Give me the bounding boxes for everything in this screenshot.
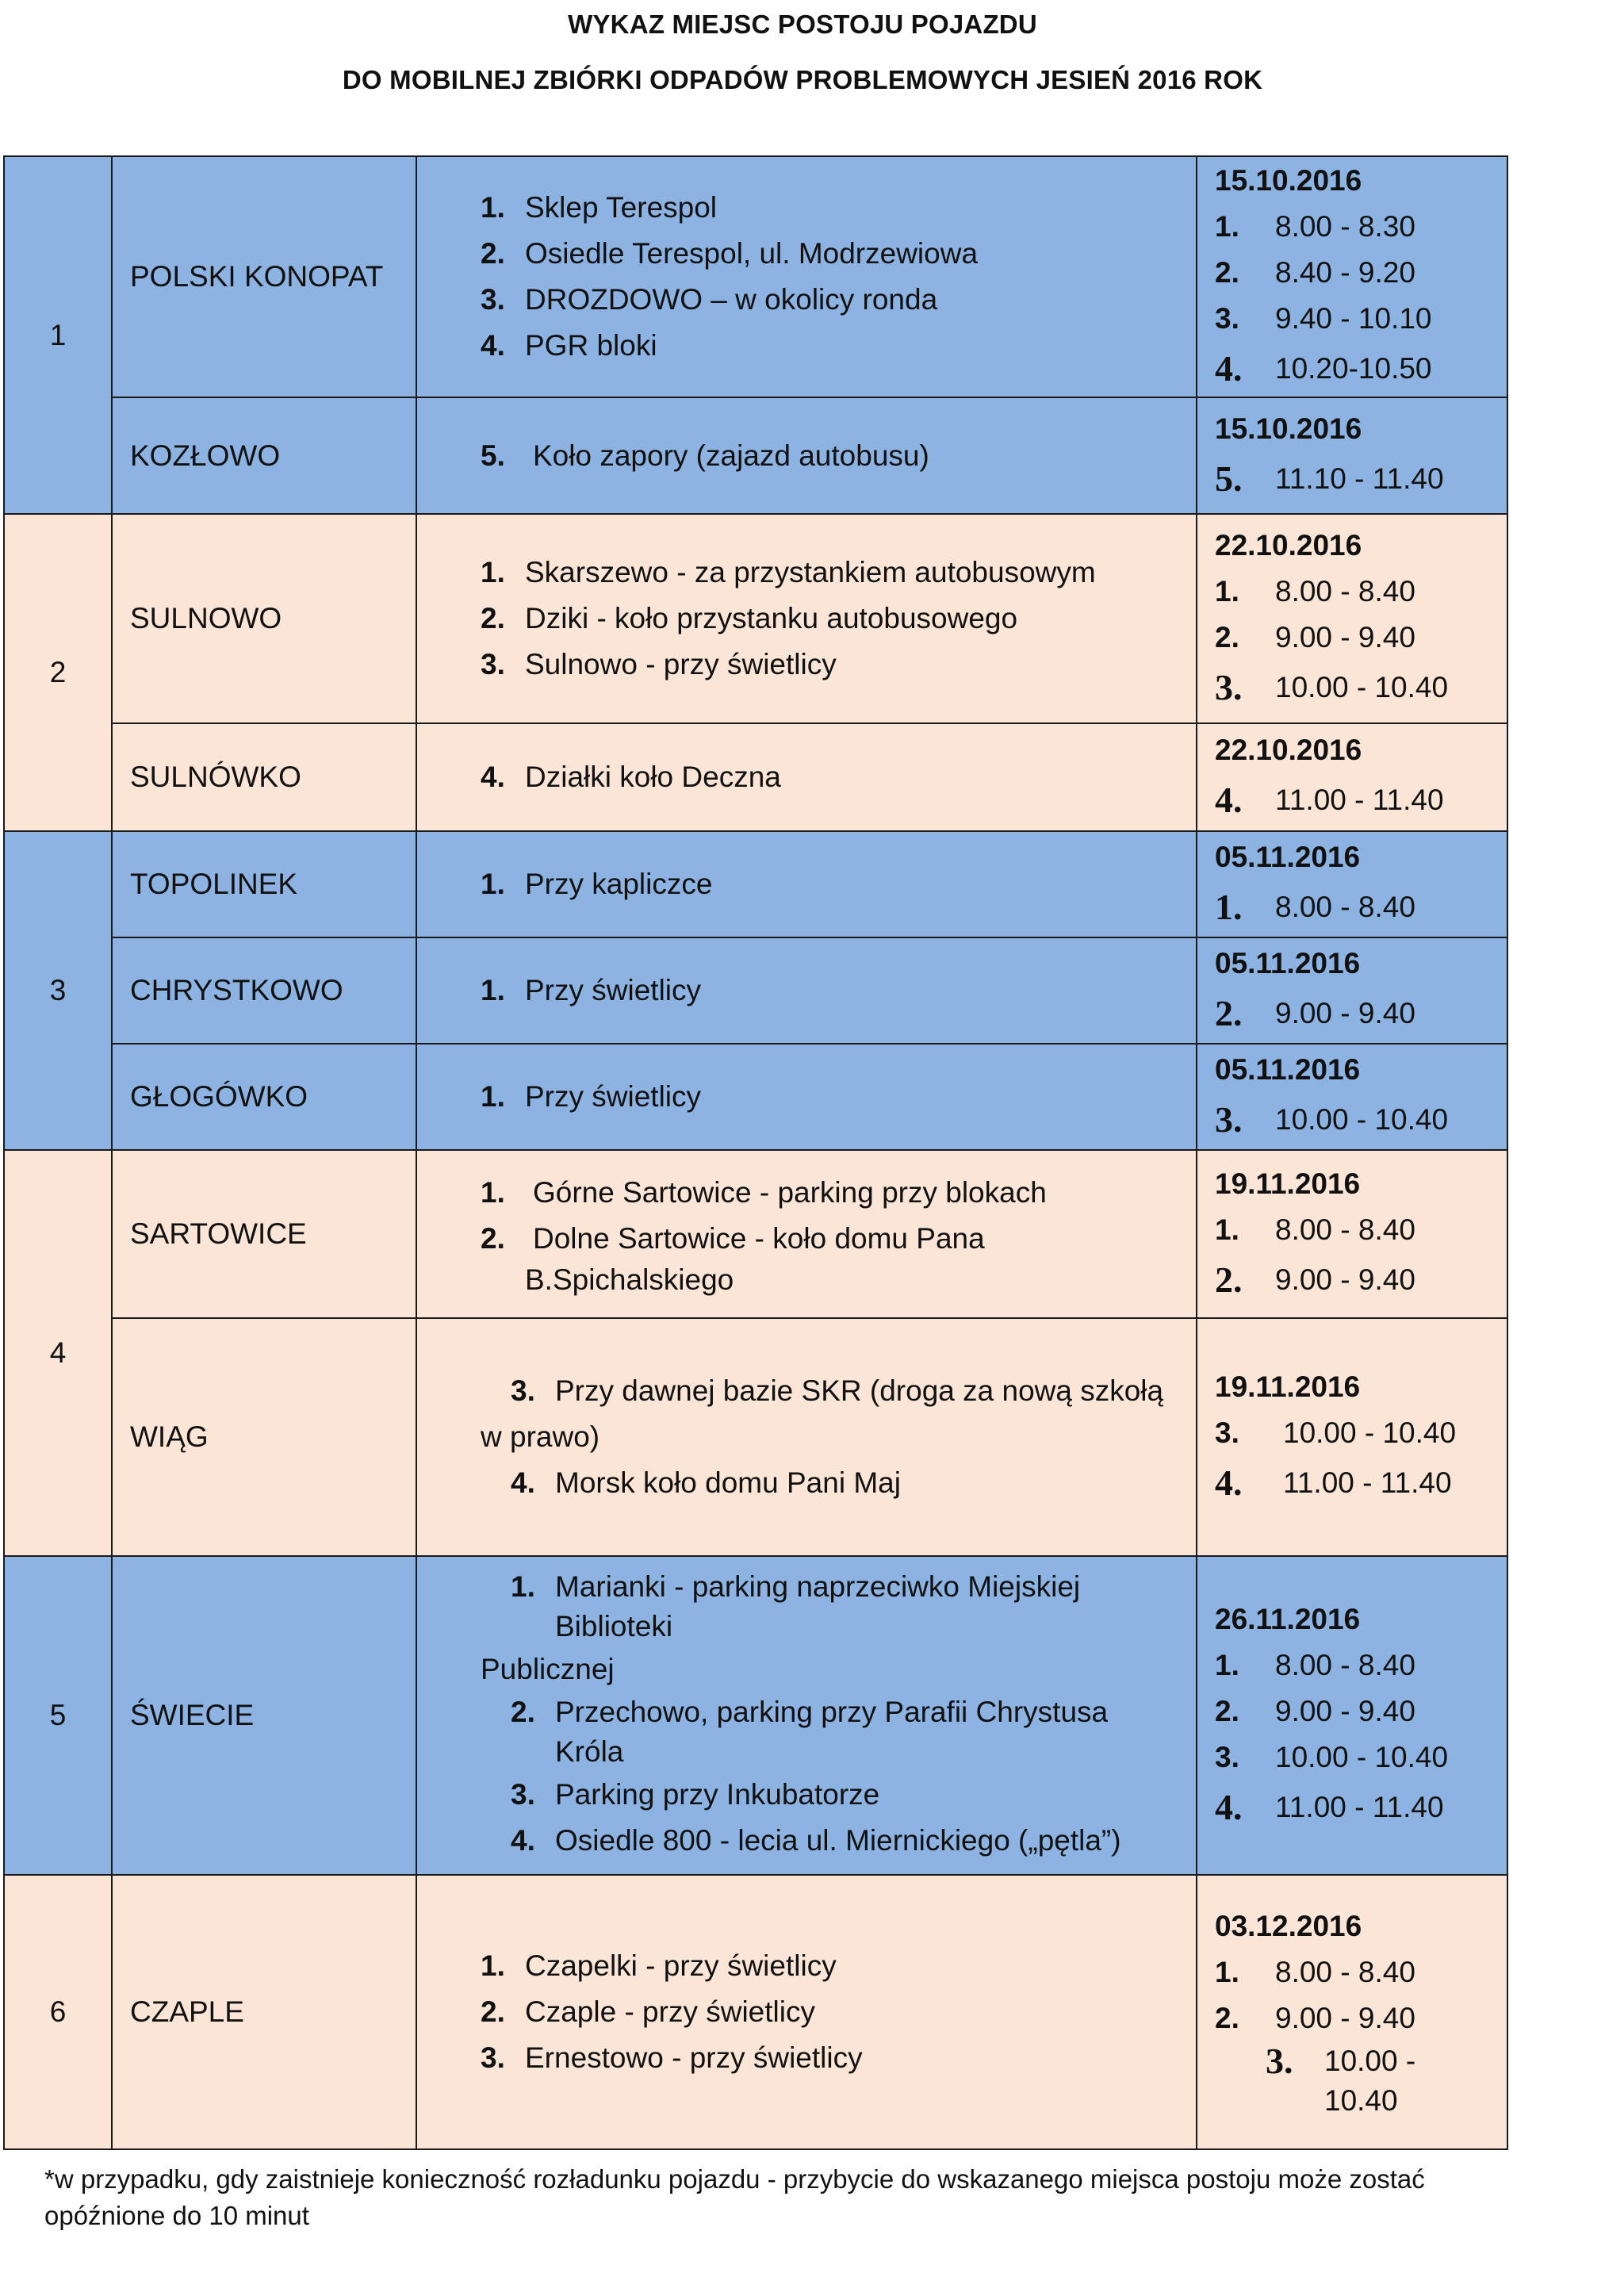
stop-item-continuation: Publicznej (481, 1653, 615, 1685)
time-slot: 4. 11.00 - 11.40 (1215, 1787, 1444, 1827)
time-slot: 4. 11.00 - 11.40 (1215, 780, 1444, 820)
time-slot: 3. 10.00 - 10.40 (1266, 2041, 1416, 2117)
table-row (4, 1556, 1507, 1875)
collection-date: 15.10.2016 (1215, 164, 1362, 197)
time-slot: 1. 8.00 - 8.40 (1215, 575, 1415, 608)
place-name: SULNÓWKO (112, 723, 416, 831)
schedule-cell (1197, 937, 1507, 1044)
schedule-cell (1197, 156, 1507, 397)
place-name: WIĄG (112, 1318, 416, 1556)
stop-item: 1. Przy świetlicy (481, 974, 702, 1006)
table-row (4, 1318, 1507, 1556)
collection-date: 15.10.2016 (1215, 412, 1362, 445)
stop-item: 3. DROZDOWO – w okolicy ronda (481, 283, 938, 316)
time-slot: 1. 8.00 - 8.40 (1215, 1213, 1415, 1246)
collection-date: 05.11.2016 (1215, 947, 1361, 979)
time-slot: 3. 10.00 - 10.40 (1215, 1741, 1449, 1773)
time-slot: 3. 10.00 - 10.40 (1215, 1416, 1457, 1449)
table-row (4, 723, 1507, 831)
schedule-cell (1197, 723, 1507, 831)
group-number: 1 (4, 156, 112, 514)
stop-item: 2. Przechowo, parking przy Parafii Chrystusa Króla (511, 1696, 1109, 1768)
time-slot: 1. 8.00 - 8.40 (1215, 887, 1415, 927)
stops-cell (416, 1150, 1197, 1318)
place-name: CHRYSTKOWO (112, 937, 416, 1044)
stops-cell (416, 1556, 1197, 1875)
stop-item: 2. Czaple - przy świetlicy (481, 1995, 815, 2028)
time-slot: 1. 8.00 - 8.30 (1215, 210, 1415, 243)
schedule-cell (1197, 1875, 1507, 2149)
document-title-line1: WYKAZ MIEJSC POSTOJU POJAZDU (568, 10, 1037, 39)
time-slot: 1. 8.00 - 8.40 (1215, 1956, 1415, 1988)
time-slot: 2. 8.40 - 9.20 (1215, 256, 1415, 289)
footnote-line1: *w przypadku, gdy zaistnieje konieczność rozładunku pojazdu - przybycie do wskazanego miejsca postoju może zostać (44, 2164, 1425, 2194)
time-slot: 3. 10.00 - 10.40 (1215, 667, 1449, 707)
stops-cell (416, 937, 1197, 1044)
stop-item-continuation: w prawo) (481, 1420, 600, 1453)
stop-item: 3. Parking przy Inkubatorze (511, 1778, 880, 1811)
table-row (4, 514, 1507, 723)
table-row (4, 1150, 1507, 1318)
stop-item: 2. Dolne Sartowice - koło domu Pana B.Spichalskiego (481, 1222, 985, 1296)
stop-item: 3. Przy dawnej bazie SKR (droga za nową szkołą (511, 1374, 1164, 1407)
place-name: TOPOLINEK (112, 831, 416, 937)
group-number: 5 (4, 1556, 112, 1875)
stops-cell (416, 156, 1197, 397)
stop-item: 1. Czapelki - przy świetlicy (481, 1949, 837, 1982)
time-slot: 2. 9.00 - 9.40 (1215, 1259, 1415, 1300)
time-slot: 3. 9.40 - 10.10 (1215, 302, 1432, 335)
stops-cell (416, 1318, 1197, 1556)
time-slot: 2. 9.00 - 9.40 (1215, 1695, 1415, 1727)
table-row (4, 831, 1507, 937)
time-slot: 4. 11.00 - 11.40 (1215, 1462, 1452, 1503)
stop-item: 1. Skarszewo - za przystankiem autobusowym (481, 556, 1096, 588)
group-number: 6 (4, 1875, 112, 2149)
place-name: KOZŁOWO (112, 397, 416, 514)
collection-date: 03.12.2016 (1215, 1910, 1362, 1942)
group-number: 4 (4, 1150, 112, 1556)
place-name: SARTOWICE (112, 1150, 416, 1318)
time-slot: 5. 11.10 - 11.40 (1215, 458, 1444, 499)
schedule-cell (1197, 1318, 1507, 1556)
collection-date: 26.11.2016 (1215, 1603, 1361, 1635)
place-name: POLSKI KONOPAT (112, 156, 416, 397)
collection-date: 19.11.2016 (1215, 1370, 1361, 1403)
time-slot: 2. 9.00 - 9.40 (1215, 993, 1415, 1033)
stops-cell (416, 397, 1197, 514)
schedule-cell (1197, 1150, 1507, 1318)
schedule-cell (1197, 1044, 1507, 1150)
collection-date: 05.11.2016 (1215, 841, 1361, 873)
stop-item: 5. Koło zapory (zajazd autobusu) (481, 439, 929, 472)
time-slot: 3. 10.00 - 10.40 (1215, 1099, 1449, 1140)
stop-item: 4. Morsk koło domu Pani Maj (511, 1466, 901, 1499)
stop-item: 1. Przy kapliczce (481, 868, 713, 900)
time-slot: 2. 9.00 - 9.40 (1215, 621, 1415, 654)
collection-date: 19.11.2016 (1215, 1167, 1361, 1200)
time-slot: 2. 9.00 - 9.40 (1215, 2002, 1415, 2034)
place-name: CZAPLE (112, 1875, 416, 2149)
time-slot: 1. 8.00 - 8.40 (1215, 1649, 1415, 1681)
stop-item: 2. Dziki - koło przystanku autobusowego (481, 602, 1018, 634)
place-name: SULNOWO (112, 514, 416, 723)
stop-item: 3. Sulnowo - przy świetlicy (481, 648, 837, 680)
stop-item: 1. Przy świetlicy (481, 1080, 702, 1113)
stop-item: 4. PGR bloki (481, 329, 657, 362)
stops-cell (416, 1875, 1197, 2149)
group-number: 3 (4, 831, 112, 1150)
stop-item: 1. Sklep Terespol (481, 191, 718, 224)
group-number: 2 (4, 514, 112, 831)
schedule-cell (1197, 831, 1507, 937)
stops-cell (416, 831, 1197, 937)
table-row (4, 1044, 1507, 1150)
document-title-line2: DO MOBILNEJ ZBIÓRKI ODPADÓW PROBLEMOWYCH JESIEŃ 2016 ROK (342, 65, 1263, 94)
stops-cell (416, 514, 1197, 723)
table-row (4, 937, 1507, 1044)
footnote-line2: opóźnione do 10 minut (44, 2201, 309, 2230)
schedule-cell (1197, 1556, 1507, 1875)
place-name: ŚWIECIE (112, 1556, 416, 1875)
stop-item: 1. Marianki - parking naprzeciwko Miejskiej Biblioteki (511, 1570, 1081, 1642)
table-row (4, 156, 1507, 397)
schedule-table (3, 155, 1508, 2150)
schedule-cell (1197, 397, 1507, 514)
collection-date: 22.10.2016 (1215, 529, 1362, 562)
stop-item: 3. Ernestowo - przy świetlicy (481, 2041, 863, 2074)
table-row (4, 397, 1507, 514)
stop-item: 4. Osiedle 800 - lecia ul. Miernickiego („pętla”) (511, 1824, 1121, 1857)
collection-date: 05.11.2016 (1215, 1053, 1361, 1086)
table-row (4, 1875, 1507, 2149)
stop-item: 1. Górne Sartowice - parking przy blokach (481, 1176, 1047, 1209)
schedule-cell (1197, 514, 1507, 723)
time-slot: 4. 10.20-10.50 (1215, 348, 1432, 389)
footnote (44, 2161, 1538, 2234)
stops-cell (416, 1044, 1197, 1150)
stop-item: 2. Osiedle Terespol, ul. Modrzewiowa (481, 237, 979, 270)
stop-item: 4. Działki koło Deczna (481, 761, 781, 793)
collection-date: 22.10.2016 (1215, 734, 1362, 766)
place-name: GŁOGÓWKO (112, 1044, 416, 1150)
stops-cell (416, 723, 1197, 831)
